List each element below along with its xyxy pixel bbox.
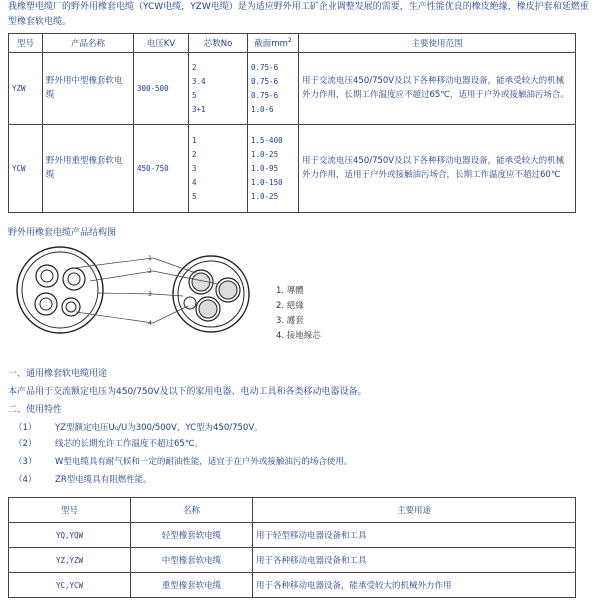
cell-usage: 用于各种移动电器设备和工具 [253,548,576,573]
section-range: 0.75-6 [251,90,279,100]
cable-right [173,256,249,332]
cell-name: 中型橡套软电缆 [131,548,253,573]
header-name: 名称 [131,498,253,523]
cell-voltage: 300-500 [134,53,189,125]
core-count: 2 [192,149,197,159]
table-row [9,53,576,125]
item-text: YZ型额定电压U₀/U为300/500V，YC型为450/750V。 [55,423,263,433]
cell-cores [189,53,248,125]
item-number: （1） [14,423,37,433]
table-row [9,548,576,573]
header-section [248,34,299,53]
table-header-row [9,34,576,53]
item-text: W型电缆具有耐气候和一定的耐油性能，适宜于在户外或接触油污的场合使用。 [55,457,353,467]
core-count: 3 [192,163,197,173]
header-section-superscript: 2 [287,37,292,45]
cell-sections [248,53,299,125]
legend-item: 2. 絕緣 [276,301,304,311]
core-count: 5 [192,90,197,100]
item-number: （4） [14,475,37,485]
legend-item: 1. 導體 [276,286,304,296]
header-model: 型号 [9,498,131,523]
core-conductor [199,300,217,318]
header-cores: 芯数No [189,34,248,53]
diagram-title: 野外用橡套电缆产品结构图 [8,228,117,238]
header-voltage: 电压KV [134,34,189,53]
cell-sections [248,125,299,213]
legend-item: 3. 護套 [276,316,304,326]
header-usage: 主要用途 [253,498,576,523]
header-section-label: 截面mm [254,39,288,49]
outer-sheath [17,247,103,333]
cell-usage: 用于交流电压450/750V及以下各种移动电器设备，能承受较大的机械外力作用，适用于户外或接触油污场合，长期工作温度应不超过60℃ [299,125,576,213]
cell-usage: 用于各种移动电器设备，能承受较大的机械外力作用 [253,573,576,598]
section-range: 1.0-95 [251,163,279,173]
table-row [9,573,576,598]
cell-model: YQ,YQW [9,523,131,548]
item-number: （2） [14,439,37,449]
section-range: 1.5-400 [251,135,283,145]
section-range: 0.75-6 [251,62,279,72]
callout-label: 3 [148,291,152,298]
cell-voltage: 450-750 [134,125,189,213]
table-header-row [9,498,576,523]
section-heading: 二、使用特性 [8,405,63,415]
section-range: 1.0-25 [251,149,279,159]
product-table [8,33,576,213]
core-count: 4 [192,177,197,187]
cell-name: 轻型橡套软电缆 [131,523,253,548]
core-count: 2 [192,62,197,72]
header-usage: 主要使用范围 [299,34,576,53]
core-count: 1 [192,135,197,145]
core-count: 5 [192,191,197,201]
item-text: ZR型电缆具有阻燃性能。 [55,475,152,485]
section-range: 0.75-6 [251,76,279,86]
core-count: 3+1 [192,104,206,114]
cell-model: YZW [9,53,43,125]
intro-paragraph: 我橡塑电缆厂的野外用橡套电缆（YCW电缆，YZW电缆）是为适应野外用工矿企业调整发展的需要，生产性能优良的橡皮绝缘，橡皮护套和延燃重型橡套软电缆。 [8,2,589,27]
callout-label: 2 [148,268,152,275]
item-text: 线芯的长期允许工作温度不超过65℃。 [55,439,203,449]
core-insulation [36,265,58,287]
diagram-legend [276,284,321,344]
cell-product-name: 野外用重型橡套软电缆 [43,125,134,213]
section-range: 1.0-6 [251,104,274,114]
core-insulation [35,293,57,315]
cell-product-name: 野外用中型橡套软电缆 [43,53,134,125]
cell-model: YC,YCW [9,573,131,598]
callout-label: 4 [148,320,152,327]
callout-label: 1 [148,255,152,262]
section-body: 本产品用于交流额定电压为450/750V及以下的家用电器、电动工具和各类移动电器设备。 [8,387,367,397]
section-range: 1.0-25 [251,191,279,201]
cell-model: YCW [9,125,43,213]
header-product-name: 产品名称 [43,34,134,53]
ground-core-insulation [62,298,80,316]
section-range: 1.0-150 [251,177,283,187]
cell-name: 重型橡套软电缆 [131,573,253,598]
core-count: 3.4 [192,76,206,86]
core-conductor [219,281,237,299]
table-row [9,523,576,548]
cable-cross-section-diagram [8,246,278,344]
section-heading: 一、通用橡套软电缆用途 [8,369,108,379]
cable-left [17,247,103,333]
header-model: 型号 [9,34,43,53]
cell-cores [189,125,248,213]
table-row [9,125,576,213]
item-number: （3） [14,457,37,467]
cell-usage: 用于轻型移动电器设备和工具 [253,523,576,548]
usage-table [8,497,576,598]
legend-item: 4. 接地線芯 [276,331,321,341]
cell-model: YZ,YZW [9,548,131,573]
cell-usage: 用于交流电压450/750V及以下各种移动电器设备，能承受较大的机械外力作用，长期工作温度应不超过65℃，适用于户外或接触油污场合。 [299,53,576,125]
core-insulation [63,268,85,290]
